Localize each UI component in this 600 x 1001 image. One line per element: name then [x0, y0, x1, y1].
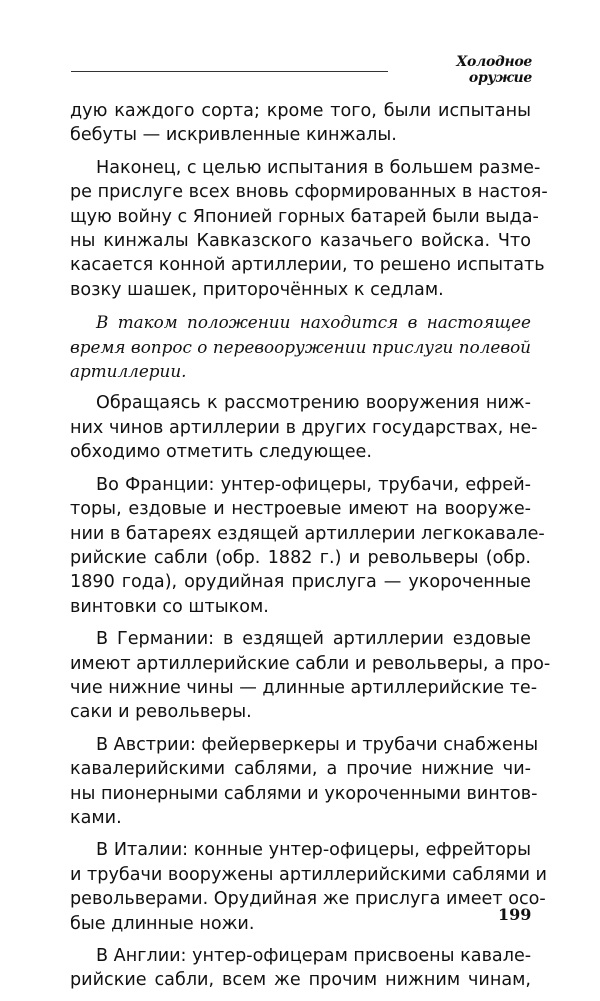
- text-line: Во Франции: унтер-офицеры, трубачи, ефрей-: [96, 474, 531, 495]
- text-line: Обращаясь к рассмотрению вооружения ниж-: [96, 393, 531, 414]
- text-line: Наконец, с целью испытания в большем разме-: [96, 157, 541, 178]
- paragraph: [70, 310, 531, 383]
- text-line: В Германии: в ездящей артиллерии ездовые: [96, 629, 531, 650]
- text-line: кавалерийскими саблями, а прочие нижние чи-: [70, 759, 531, 780]
- page-body: [70, 99, 551, 1001]
- text-line: рийские сабли, всем же прочим нижним чинам,: [70, 970, 531, 991]
- text-line: бые длинные ножи.: [70, 913, 255, 934]
- paragraph: [70, 838, 547, 936]
- text-line: ре прислуге всех вновь сформированных в настоя-: [70, 182, 548, 203]
- text-line: возку шашек, приторочённых к седлам.: [70, 279, 444, 300]
- text-line: В Австрии: фейерверкеры и трубачи снабжены: [96, 734, 539, 755]
- header-rule: [71, 71, 388, 72]
- text-line: ны пионерными саблями и укороченными винтов-: [70, 783, 538, 804]
- text-line: имеют артиллерийские сабли и револьверы, а про-: [70, 653, 551, 674]
- paragraph: [70, 473, 545, 619]
- text-line: артиллерии.: [70, 361, 187, 382]
- text-line: ками.: [70, 807, 122, 828]
- text-line: щую войну с Японией горных батарей были выда-: [70, 206, 539, 227]
- text-line: 1890 года), орудийная прислуга — укороченные: [70, 572, 531, 593]
- paragraph: [70, 944, 531, 993]
- text-line: и трубачи вооружены артиллерийскими саблями и: [70, 864, 547, 885]
- text-line: чие нижние чины — длинные артиллерийские те-: [70, 677, 538, 698]
- text-line: нии в батареях ездящей артиллерии легкокавале-: [70, 523, 545, 544]
- text-line: торы, ездовые и нестроевые имеют на вооруже-: [70, 499, 531, 520]
- text-line: саки и револьверы.: [70, 702, 252, 723]
- text-line: В Англии: унтер-офицерам присвоены кавале-: [96, 946, 532, 966]
- text-line: В таком положении находится в настоящее: [96, 312, 531, 333]
- text-line: ны кинжалы Кавказского казачьего войска. Что: [70, 231, 531, 252]
- paragraph: [70, 627, 551, 725]
- text-line: револьверами. Орудийная же прислуга имеет осо-: [70, 889, 546, 910]
- text-line: дую каждого сорта; кроме того, были испытаны: [70, 101, 531, 121]
- text-line: обходимо отметить следующее.: [70, 442, 372, 463]
- text-line: винтовки со штыком.: [70, 596, 269, 617]
- paragraph: [70, 156, 548, 302]
- text-line: время вопрос о перевооружении прислуги полевой: [70, 336, 531, 357]
- paragraph: [70, 391, 538, 464]
- text-line: В Италии: конные унтер-офицеры, ефрейторы: [96, 840, 531, 861]
- running-title: Холодное оружие: [456, 54, 532, 86]
- text-line: них чинов артиллерии в других государствах, не-: [70, 417, 538, 438]
- text-line: касается конной артиллерии, то решено испытать: [70, 255, 545, 276]
- text-line: бебуты — искривленные кинжалы.: [70, 125, 397, 146]
- text-line: рийские сабли (обр. 1882 г.) и револьверы (обр.: [70, 547, 531, 568]
- paragraph: [70, 733, 539, 831]
- paragraph: [70, 99, 531, 148]
- page-number: 199: [498, 905, 532, 924]
